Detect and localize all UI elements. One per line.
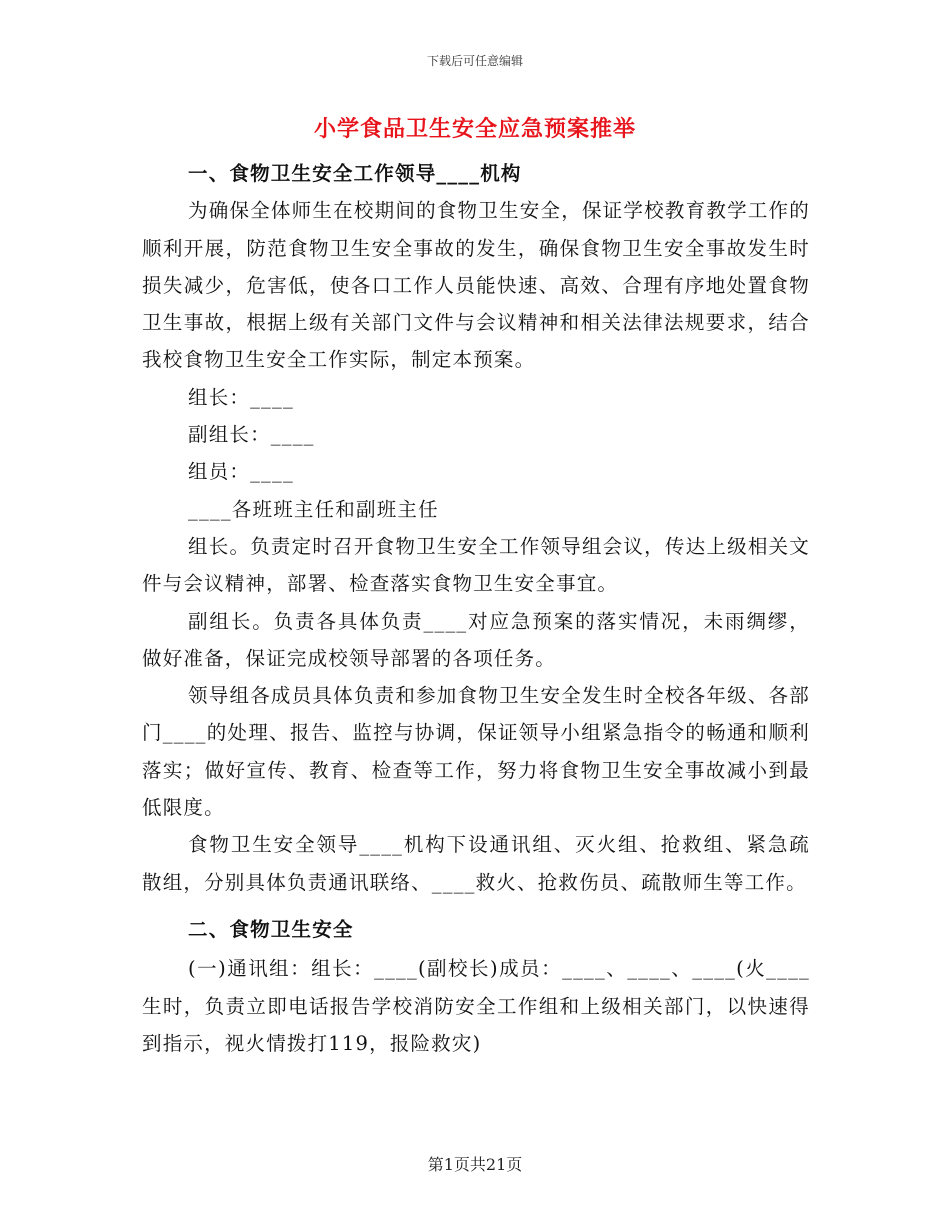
paragraph-deputy-leader: 副组长：____: [188, 423, 315, 447]
paragraph-members: 组员：____: [188, 460, 294, 484]
document-title: 小学食品卫生安全应急预案推举: [313, 116, 636, 142]
section-heading-1: 一、食物卫生安全工作领导____机构: [188, 162, 522, 185]
document-body: [142, 155, 810, 1062]
page-header-note: 下载后可任意编辑: [426, 54, 523, 68]
paragraph-communication-group: (一)通讯组：组长：____(副校长)成员：____、____、____(火____生时，负责立即电话报告学校消防安全工作组和上级相关部门，以快速得到指示，视火情拨打119，报险救灾): [142, 957, 810, 1055]
paragraph-deputy-duties: 副组长。负责各具体负责____对应急预案的落实情况，未雨绸缪，做好准备，保证完成校领导部署的各项任务。: [142, 609, 810, 670]
paragraph-class-teachers: ____各班班主任和副班主任: [188, 497, 439, 521]
paragraph-purpose: 为确保全体师生在校期间的食物卫生安全，保证学校教育教学工作的顺利开展，防范食物卫生安全事故的发生，确保食物卫生安全事故发生时损失减少，危害低，使各口工作人员能快速、高效、合理有序地处置食物卫生事故，根据上级有关部门文件与会议精神和相关法律法规要求，结合我校食物卫生安全工作实际，制定本预案。: [142, 199, 810, 372]
paragraph-member-duties: 领导组各成员具体负责和参加食物卫生安全发生时全校各年级、各部门____的处理、报告、监控与协调，保证领导小组紧急指令的畅通和顺利落实；做好宣传、教育、检查等工作，努力将食物卫生安全事故减小到最低限度。: [142, 684, 810, 820]
section-heading-2: 二、食物卫生安全: [188, 917, 354, 941]
paragraph-group-leader: 组长：____: [188, 385, 294, 409]
paragraph-subgroups: 食物卫生安全领导____机构下设通讯组、灭火组、抢救组、紧急疏散组，分别具体负责通讯联络、____救火、抢救伤员、疏散师生等工作。: [142, 833, 810, 894]
paragraph-leader-duties: 组长。负责定时召开食物卫生安全工作领导组会议，传达上级相关文件与会议精神，部署、检查落实食物卫生安全事宜。: [142, 534, 810, 596]
page-number: 第1页共21页: [427, 1155, 523, 1174]
